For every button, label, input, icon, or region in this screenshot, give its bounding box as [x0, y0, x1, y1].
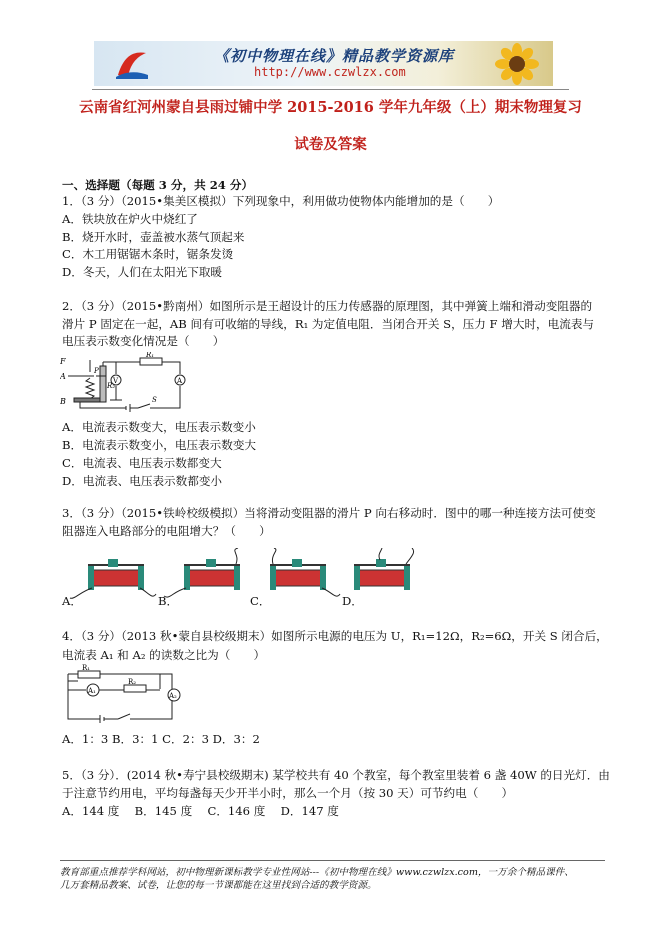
- parallel-circuit-diagram: [60, 663, 190, 725]
- footer-line2: 几万套精品教案、试卷，让您的每一节课都能在这里找到合适的教学资源。: [60, 880, 377, 891]
- q2-option-a: A．电流表示数变大，电压表示数变小: [62, 420, 256, 434]
- footer-line1: 教育部重点推荐学科网站，初中物理新课标教学专业性网站---《初中物理在线》www.czwlzx.com，一万余个精品课件、: [60, 867, 574, 878]
- label-r2: R₂: [107, 382, 116, 390]
- sunflower-icon: [491, 43, 543, 85]
- question-3-stem-line2: 阻器连入电路部分的电阻增大？（ ）: [62, 524, 271, 538]
- q3-option-c-label: C．: [250, 594, 271, 608]
- rheostat-options-figure: [60, 548, 420, 608]
- q1-option-b: B．烧开水时，壶盖被水蒸气顶起来: [62, 230, 245, 244]
- question-3-stem-line1: 3．（3 分）（2015•铁岭校级模拟）当将滑动变阻器的滑片 P 向右移动时．图中的哪一种连接方法可使变: [62, 506, 596, 520]
- question-5-stem-line1: 5．（3 分）．(2014 秋•寿宁县校级期末) 某学校共有 40 个教室，每个教室里装着 6 盏 40W 的日光灯．由: [62, 768, 610, 782]
- label-r1: R₁: [146, 352, 155, 359]
- pressure-sensor-circuit-diagram: [60, 352, 190, 414]
- page-title-line2: 试卷及答案: [294, 136, 367, 153]
- label-s: S: [152, 396, 157, 404]
- q4-options: A．1：3 B．3：1 C．2：3 D．3：2: [62, 732, 260, 746]
- q2-option-d: D．电流表、电压表示数都变小: [62, 474, 223, 488]
- question-2-stem-line3: 电压表示数变化情况是（ ）: [62, 334, 225, 348]
- q5-options: A．144 度 B．145 度 C．146 度 D．147 度: [62, 804, 339, 818]
- question-4-stem-line1: 4．（3 分）（2013 秋•蒙自县校级期末）如图所示电源的电压为 U，R₁=12Ω，R₂=6Ω，开关 S 闭合后，: [62, 629, 608, 643]
- rheostat-d: [354, 548, 414, 590]
- voltmeter-label: V: [113, 377, 119, 385]
- page-footer: [60, 866, 605, 892]
- label-r1-q4: R₁: [82, 664, 91, 672]
- rheostat-b: [164, 548, 240, 597]
- header-banner: [94, 41, 553, 86]
- section-heading: 一、选择题（每题 3 分，共 24 分）: [62, 178, 254, 192]
- ammeter-label: A: [177, 377, 183, 385]
- question-2-stem-line2: 滑片 P 固定在一起，AB 间有可收缩的导线，R₁ 为定值电阻．当闭合开关 S，压力 F 增大时，电流表与: [62, 317, 595, 331]
- label-b: B: [60, 397, 66, 406]
- banner-url[interactable]: http://www.czwlzx.com: [254, 65, 406, 79]
- footer-rule: [60, 860, 605, 861]
- label-p: P: [94, 367, 99, 375]
- label-a: A: [60, 372, 66, 381]
- q1-option-c: C．木工用锯锯木条时，锯条发烫: [62, 247, 234, 261]
- question-2-stem-line1: 2．（3 分）（2015•黔南州）如图所示是王超设计的压力传感器的原理图，其中弹簧上端和滑动变阻器的: [62, 299, 593, 313]
- site-logo-icon: [114, 45, 150, 81]
- rheostat-a: [70, 559, 156, 598]
- banner-title: 《初中物理在线》精品教学资源库: [214, 47, 455, 65]
- rheostat-c: [270, 548, 340, 596]
- q2-option-b: B．电流表示数变小，电压表示数变大: [62, 438, 257, 452]
- label-r2-q4: R₂: [128, 678, 137, 686]
- q2-option-c: C．电流表、电压表示数都变大: [62, 456, 222, 470]
- q3-option-b-label: B．: [158, 594, 179, 608]
- page-title: 云南省红河州蒙自县雨过铺中学 2015-2016 学年九年级（上）期末物理复习: [79, 99, 582, 116]
- question-1-stem: 1．（3 分）（2015•集美区模拟）下列现象中，利用做功使物体内能增加的是（ ）: [62, 194, 500, 208]
- ammeter-a2-label: A₂: [169, 692, 177, 700]
- label-f: F: [60, 357, 66, 366]
- q3-option-d-label: D．: [342, 594, 363, 608]
- q3-option-a-label: A．: [62, 594, 82, 608]
- ammeter-a1-label: A₁: [88, 687, 96, 695]
- q1-option-d: D．冬天，人们在太阳光下取暖: [62, 265, 223, 279]
- header-rule: [92, 89, 569, 90]
- question-5-stem-line2: 于注意节约用电，平均每盏每天少开半小时，那么一个月（按 30 天）可节约电（ ）: [62, 786, 514, 800]
- q1-option-a: A．铁块放在炉火中烧红了: [62, 212, 198, 226]
- question-4-stem-line2: 电流表 A₁ 和 A₂ 的读数之比为（ ）: [62, 648, 266, 662]
